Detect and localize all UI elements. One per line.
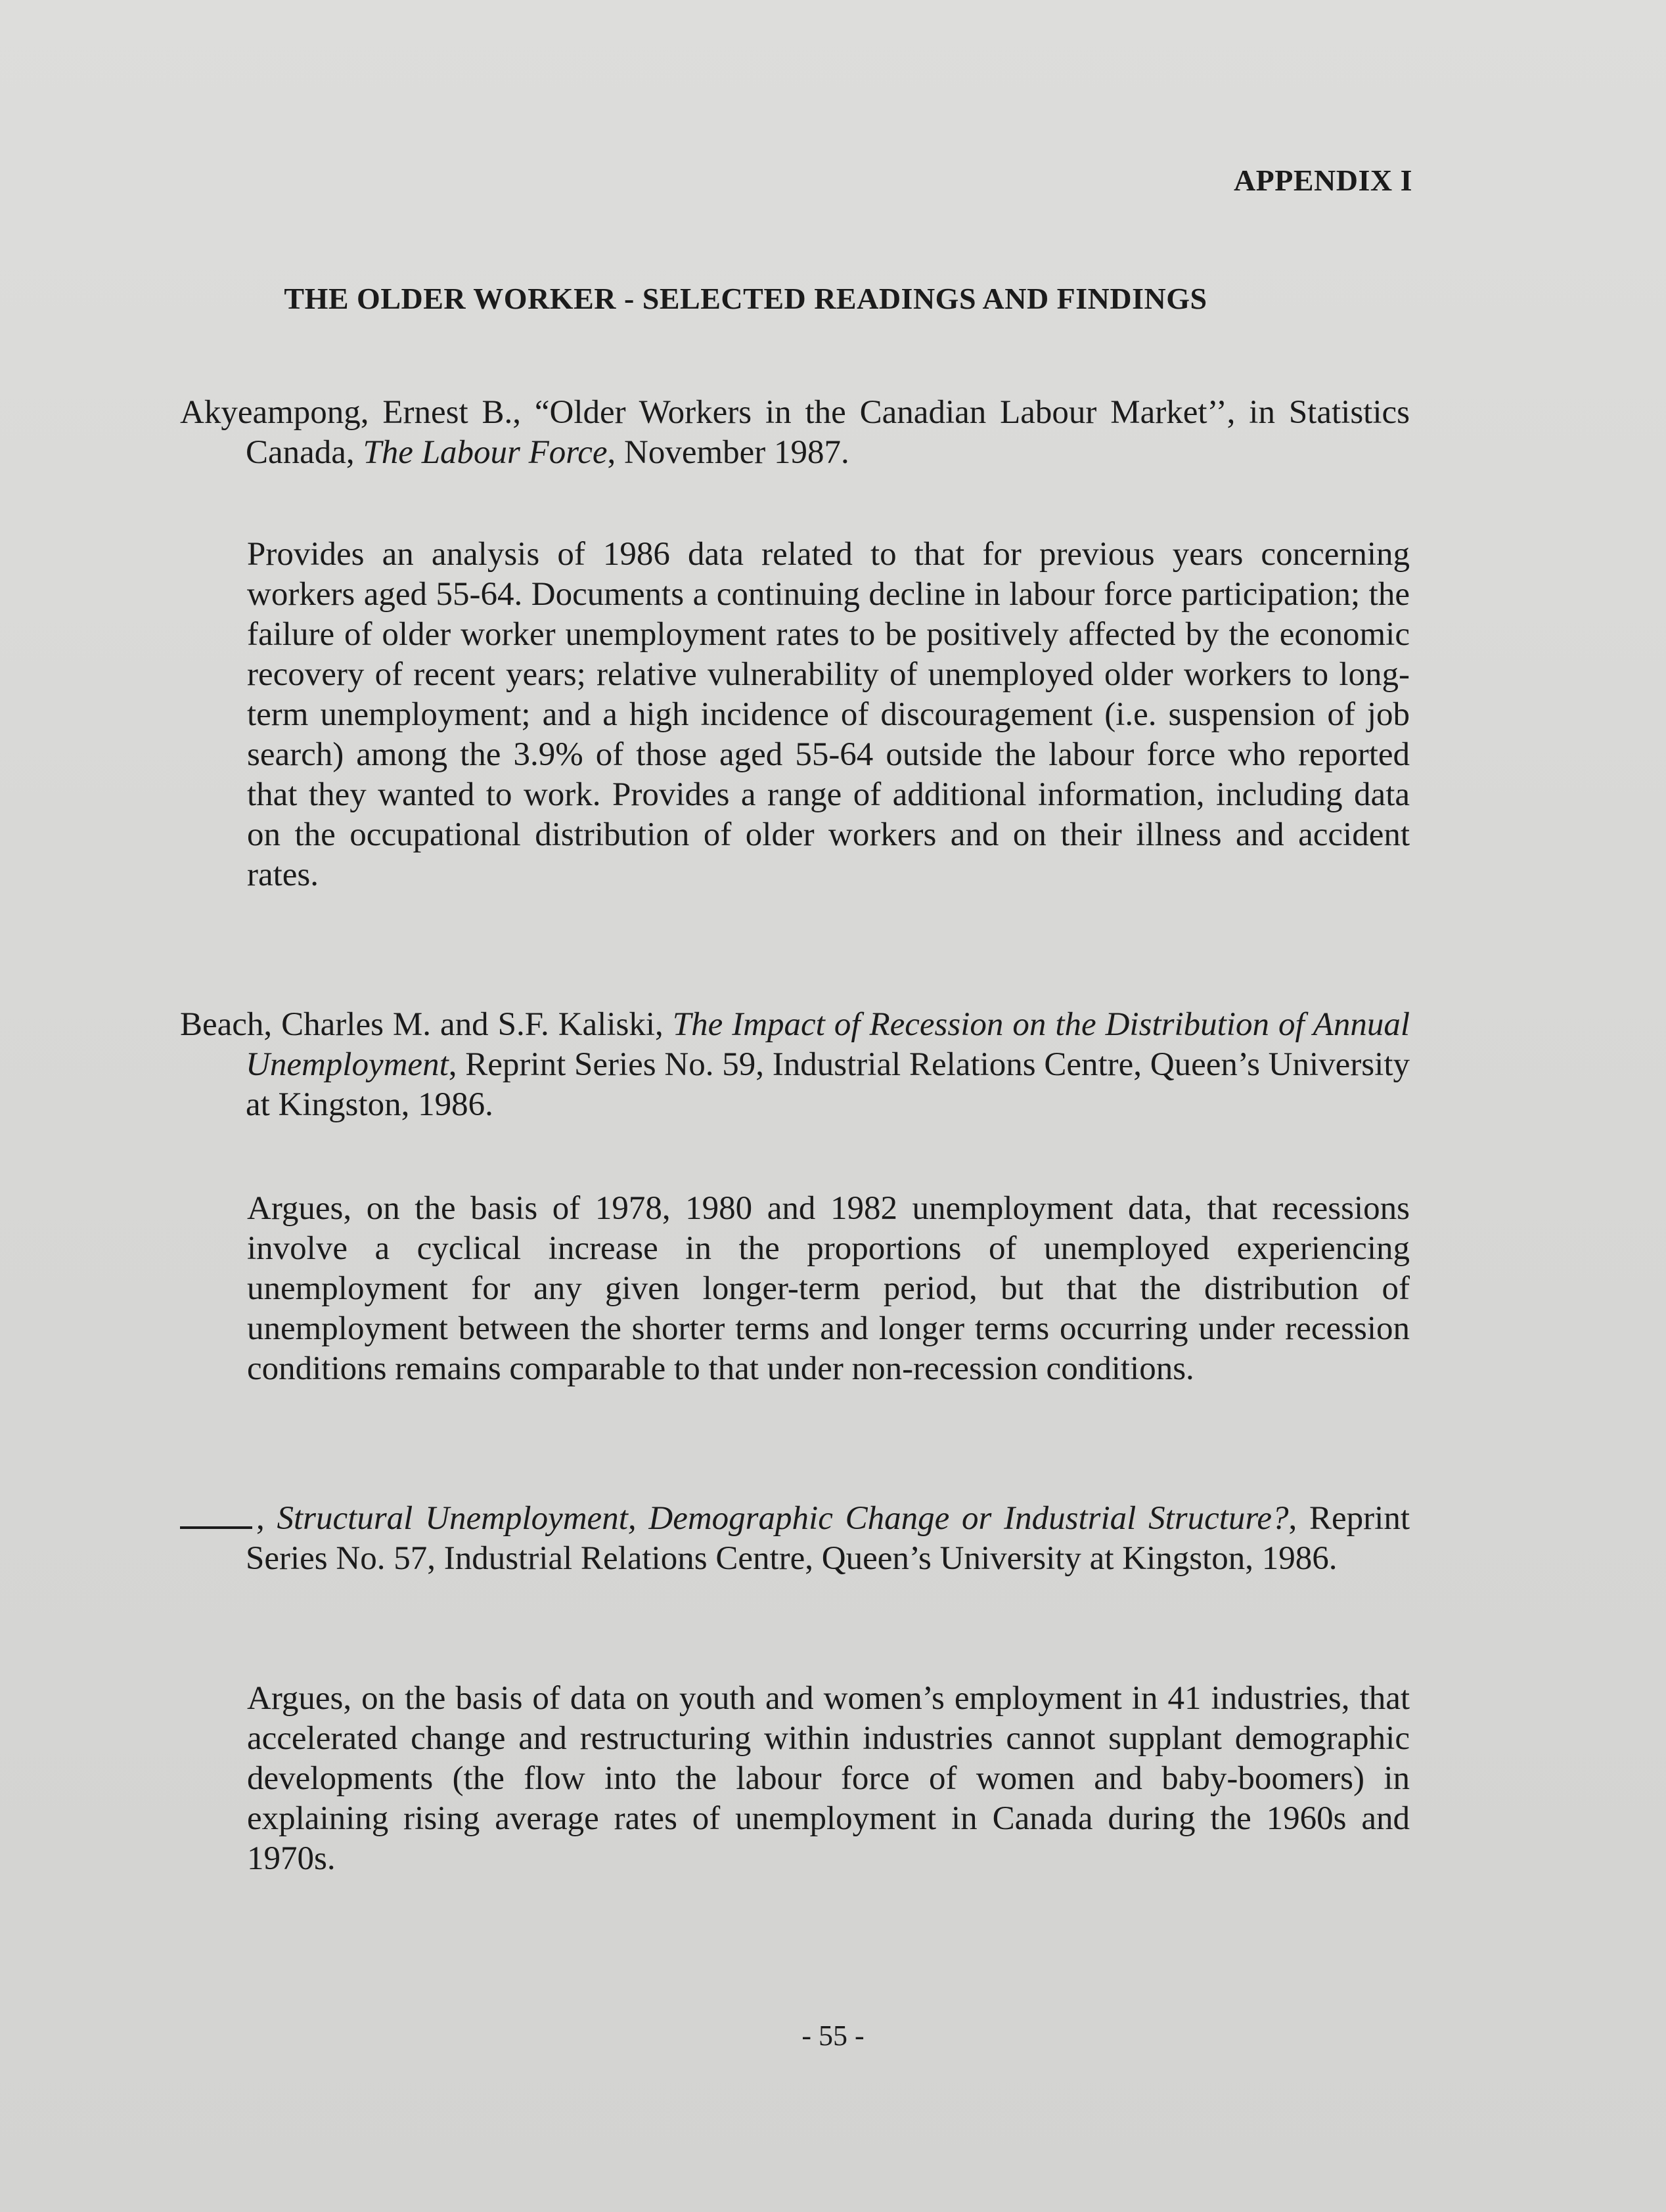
summary-structural-unemployment: Argues, on the basis of data on youth and women’s employment in 41 industries, that accelerated change and restructuring within industries cannot supplant demographic developments (the flow into the labour force of women and baby-boomers) in explaining rising average rates of unemployment in Canada during the 1960s and 1970s. (247, 1680, 1410, 1877)
appendix-label: APPENDIX I (1233, 164, 1412, 197)
summary-beach-kaliski: Argues, on the basis of 1978, 1980 and 1982 unemployment data, that recessions involve a cyclical increase in the proportions of unemployed experiencing unemployment for any given longer-term period, but that the distribution of unemployment between the shorter terms and longer terms occurring under recession conditions remains comparable to that under non-recession conditions. (247, 1190, 1410, 1387)
summary-akyeampong: Provides an analysis of 1986 data related to that for previous years concerning workers aged 55-64. Documents a continuing decline in labour force participation; the failure of older worker unemployment rates to be positively affected by the economic recovery of recent years; relative vulnerability of unemployed older workers to long-term unemployment; and a high incidence of discouragement (i.e. suspension of job search) among the 3.9% of those aged 55-64 outside the labour force who reported that they wanted to work. Provides a range of additional information, including data on the occupational distribution of older workers and on their illness and accident rates. (247, 536, 1410, 893)
citation-italic-title: Structural Unemployment, Demographic Change or Industrial Structure? (277, 1500, 1289, 1537)
citation-author: Akyeampong, Ernest B., (180, 394, 535, 431)
page-number: - 55 - (801, 2020, 865, 2052)
citation-structural-unemployment (180, 1499, 1410, 1579)
citation-akyeampong (180, 393, 1410, 473)
citation-details: , Reprint Series No. 57, Industrial Relations Centre, Queen’s University at Kingston, 1986. (246, 1500, 1410, 1577)
citation-article-title: “Older Workers in the Canadian Labour Market’’, in Statistics Canada, (246, 394, 1410, 471)
ditto-author-line (180, 1500, 252, 1529)
citation-details: , Reprint Series No. 59, Industrial Relations Centre, Queen’s University at Kingston, 1986. (246, 1046, 1410, 1123)
page-title: THE OLDER WORKER - SELECTED READINGS AND FINDINGS (284, 282, 1207, 315)
citation-italic-title: The Impact of Recession on the Distribution of Annual Unemployment (246, 1006, 1410, 1083)
citation-prefix: , (256, 1500, 277, 1537)
citation-details: , November 1987. (607, 434, 849, 471)
citation-author: Beach, Charles M. and S.F. Kaliski, (180, 1006, 673, 1043)
citation-beach-kaliski (180, 1005, 1410, 1125)
citation-italic-title: The Labour Force (363, 434, 608, 471)
